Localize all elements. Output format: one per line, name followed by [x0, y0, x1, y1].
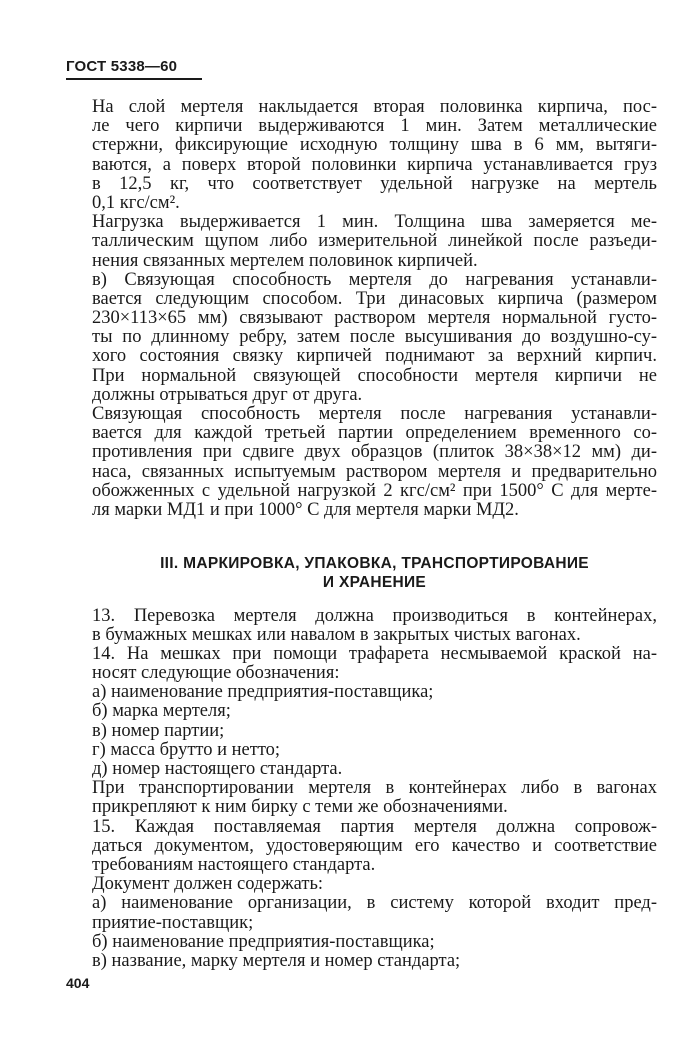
paragraph: [92, 98, 657, 213]
standard-header: ГОСТ 5338—60: [66, 58, 178, 75]
spacer: [92, 520, 657, 554]
text-line: хого состояния связку кирпичей поднимают за верхний кирпич.: [92, 346, 657, 367]
text-line: прикрепляют к ним бирку с теми же обозначениями.: [92, 797, 508, 818]
text-line: д) номер настоящего стандарта.: [92, 759, 343, 780]
text-line: вается следующим способом. Три динасовых кирпича (размером: [92, 288, 657, 309]
text-line: 15. Каждая поставляемая партия мертеля должна сопровож-: [92, 816, 657, 837]
text-line: противления при сдвиге двух образцов (плиток 38×38×12 мм) ди-: [92, 442, 657, 463]
text-line: а) наименование предприятия-поставщика;: [92, 682, 434, 703]
text-line: 0,1 кгс/см².: [92, 192, 180, 213]
paragraph: [92, 271, 657, 405]
section-heading-line-1: III. МАРКИРОВКА, УПАКОВКА, ТРАНСПОРТИРОВАНИЕ: [160, 555, 589, 573]
paragraph: [92, 760, 657, 779]
paragraph: [92, 933, 657, 952]
spacer: [92, 593, 657, 607]
text-line: в 12,5 кг, что соответствует удельной нагрузке на мертель: [92, 173, 657, 194]
paragraph: [92, 875, 657, 894]
text-line: 13. Перевозка мертеля должна производиться в контейнерах,: [92, 605, 657, 626]
text-line: требованиям настоящего стандарта.: [92, 854, 376, 875]
paragraph: [92, 818, 657, 876]
text-line: стержни, фиксирующие исходную толщину шва в 6 мм, вытяги-: [92, 135, 657, 156]
text-line: б) наименование предприятия-поставщика;: [92, 931, 435, 952]
text-line: ты по длинному ребру, затем после высушивания до воздушно-су-: [92, 327, 657, 348]
text-line: 230×113×65 мм) связывают раствором мертеля нормальной густо-: [92, 308, 657, 329]
text-line: вается для каждой третьей партии определением временного со-: [92, 423, 657, 444]
text-line: При транспортировании мертеля в контейнерах либо в вагонах: [92, 778, 657, 799]
text-line: а) наименование организации, в систему которой входит пред-: [92, 893, 657, 914]
text-line: таллическим щупом либо измерительной линейкой после разъеди-: [92, 231, 657, 252]
text-line: наса, связанных испытуемым раствором мертеля и предварительно: [92, 461, 657, 482]
text-line: даться документом, удостоверяющим его качество и соответствие: [92, 835, 657, 856]
text-line: в) номер партии;: [92, 720, 225, 741]
section-heading-line-2: И ХРАНЕНИЕ: [322, 574, 427, 592]
text-line: ваются, а поверх второй половинки кирпича устанавливается груз: [92, 154, 657, 175]
text-line: На слой мертеля наклыдается вторая половинка кирпича, пос-: [92, 97, 657, 117]
paragraph: [92, 722, 657, 741]
header-rule: [66, 78, 202, 80]
text-line: Связующая способность мертеля после нагревания устанавли-: [92, 404, 657, 424]
text-line: г) масса брутто и нетто;: [92, 739, 281, 760]
text-line: б) марка мертеля;: [92, 701, 231, 722]
paragraph: [92, 683, 657, 702]
paragraph: [92, 741, 657, 760]
text-line: Документ должен содержать:: [92, 874, 324, 895]
text-line: приятие-поставщик;: [92, 912, 254, 933]
text-line: в бумажных мешках или навалом в закрытых чистых вагонах.: [92, 624, 581, 645]
paragraph: [92, 894, 657, 932]
text-line: обожженных с удельной нагрузкой 2 кгс/см² при 1500° С для мерте-: [92, 480, 657, 501]
page-number: 404: [66, 975, 90, 991]
text-line: в) название, марку мертеля и номер стандарта;: [92, 950, 461, 971]
text-line: При нормальной связующей способности мертеля кирпичи не: [92, 365, 657, 386]
paragraph: [92, 779, 657, 817]
text-block-1: [92, 98, 657, 520]
paragraph: [92, 213, 657, 271]
paragraph: [92, 645, 657, 683]
text-line: Нагрузка выдерживается 1 мин. Толщина шва замеряется ме-: [92, 212, 657, 233]
paragraph: [92, 607, 657, 645]
text-block-2: [92, 607, 657, 972]
text-line: нения связанных мертелем половинок кирпичей.: [92, 250, 478, 271]
paragraph: [92, 952, 657, 971]
text-line: ля марки МД1 и при 1000° С для мертеля марки МД2.: [92, 499, 519, 520]
text-line: 14. На мешках при помощи трафарета несмываемой краской на-: [92, 643, 657, 664]
text-line: ле чего кирпичи выдерживаются 1 мин. Затем металлические: [92, 116, 657, 137]
text-line: в) Связующая способность мертеля до нагревания устанавли-: [92, 269, 657, 290]
text-line: должны отрываться друг от друга.: [92, 384, 363, 405]
paragraph: [92, 405, 657, 520]
paragraph: [92, 702, 657, 721]
body-text: [92, 98, 657, 971]
text-line: носят следующие обозначения:: [92, 663, 340, 684]
